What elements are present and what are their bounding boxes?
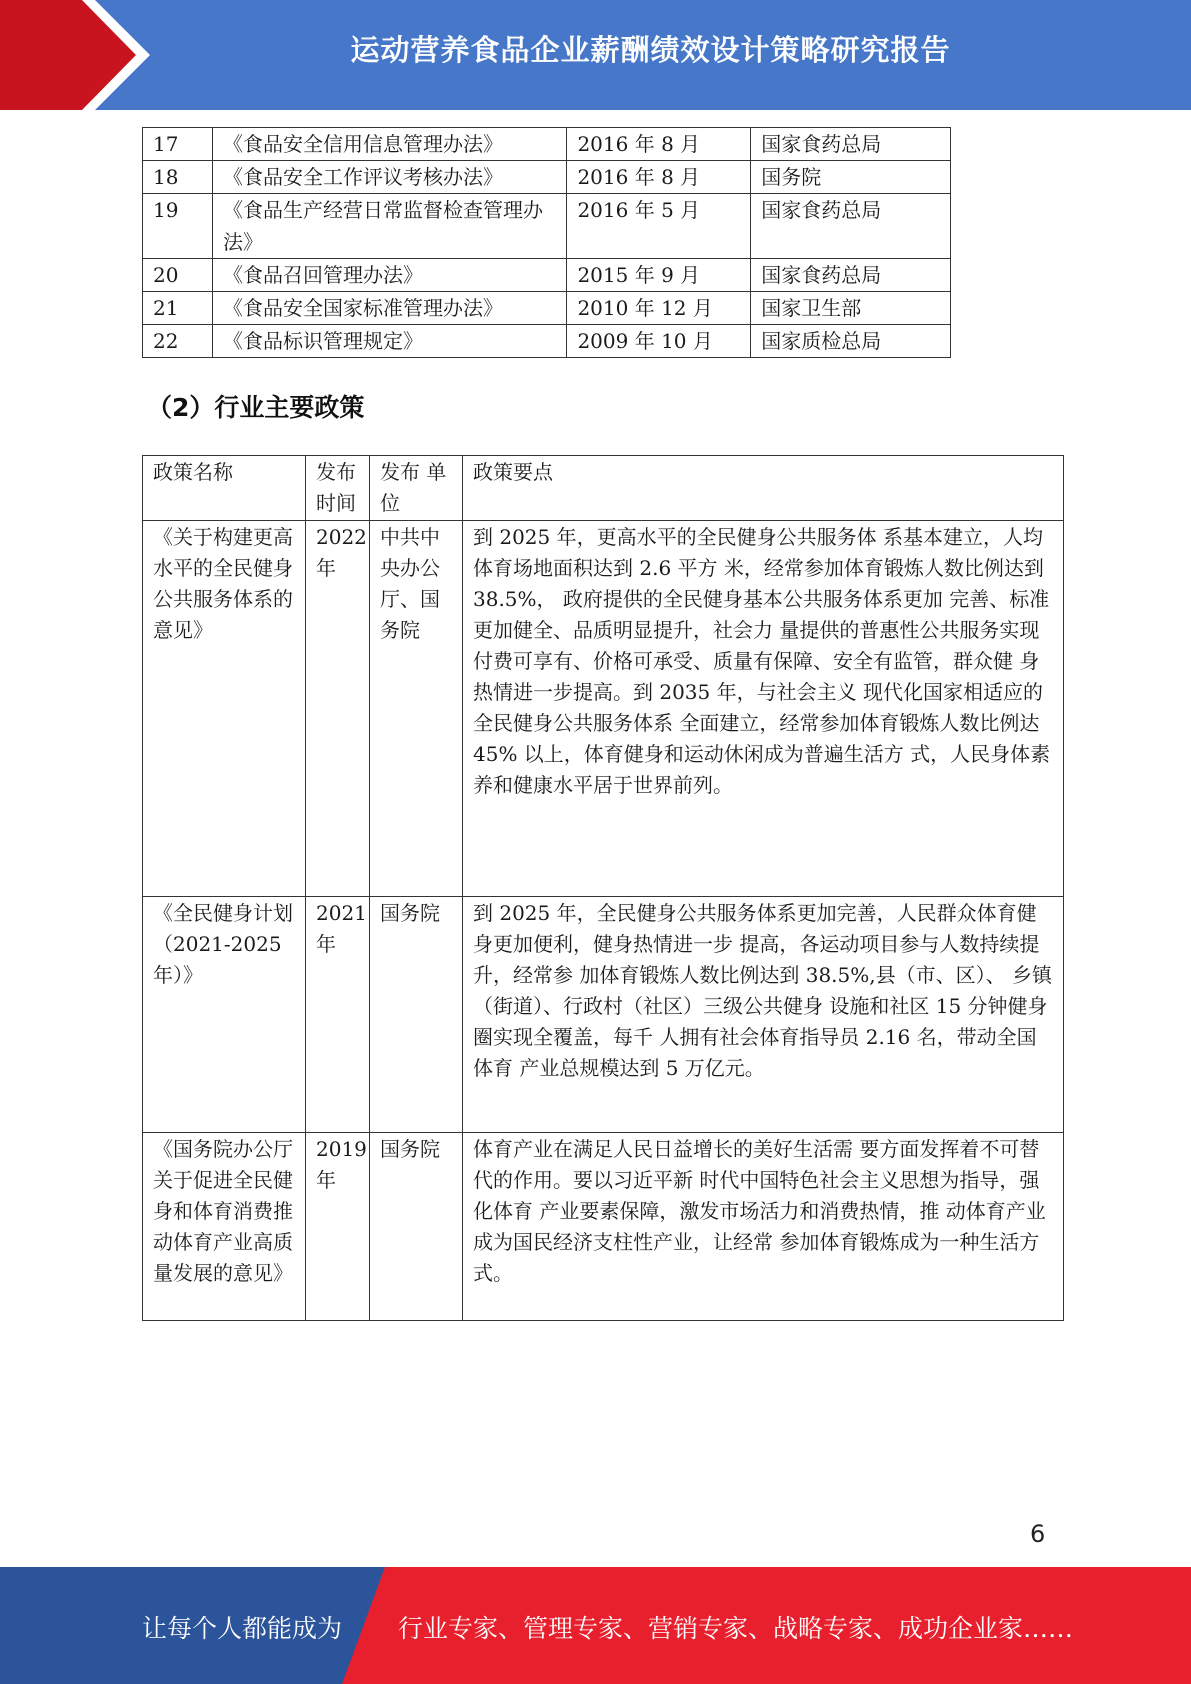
header-publish-time: 发布时间	[306, 456, 370, 521]
table-row	[143, 128, 951, 161]
policy-time: 2021 年	[306, 897, 370, 1133]
header-policy-points: 政策要点	[463, 456, 1064, 521]
regulation-date: 2010 年 12 月	[567, 292, 751, 325]
section-heading: （2）行业主要政策	[147, 393, 365, 422]
table-row	[143, 521, 1064, 897]
page-header	[0, 0, 1191, 110]
policy-unit: 国务院	[370, 1133, 463, 1321]
footer-slogan-right: 行业专家、管理专家、营销专家、战略专家、成功企业家……	[398, 1614, 1074, 1643]
regulation-issuer: 国务院	[751, 161, 951, 194]
row-number: 22	[143, 325, 213, 358]
row-number: 18	[143, 161, 213, 194]
regulation-date: 2016 年 5 月	[567, 194, 751, 259]
policy-name: 《国务院办公厅关于促进全民健身和体育消费推动体育产业高质量发展的意见》	[143, 1133, 306, 1321]
policy-name: 《关于构建更高水平的全民健身公共服务体系的意见》	[143, 521, 306, 897]
header-policy-name: 政策名称	[143, 456, 306, 521]
table-row	[143, 897, 1064, 1133]
regulation-date: 2016 年 8 月	[567, 161, 751, 194]
table-row	[143, 325, 951, 358]
regulation-name: 《食品标识管理规定》	[212, 325, 567, 358]
page-footer	[0, 1567, 1191, 1684]
table-header-row	[143, 456, 1064, 521]
regulation-issuer: 国家质检总局	[751, 325, 951, 358]
policy-table	[142, 455, 1064, 1321]
policy-unit: 国务院	[370, 897, 463, 1133]
row-number: 20	[143, 259, 213, 292]
regulation-name: 《食品召回管理办法》	[212, 259, 567, 292]
regulation-date: 2016 年 8 月	[567, 128, 751, 161]
regulation-issuer: 国家卫生部	[751, 292, 951, 325]
regulation-name: 《食品安全国家标准管理办法》	[212, 292, 567, 325]
regulation-date: 2009 年 10 月	[567, 325, 751, 358]
regulation-name: 《食品安全信用信息管理办法》	[212, 128, 567, 161]
row-number: 17	[143, 128, 213, 161]
regulations-table	[142, 127, 951, 358]
footer-slogan-left: 让每个人都能成为	[142, 1614, 343, 1643]
page-number: 6	[1030, 1520, 1046, 1548]
policy-points: 体育产业在满足人民日益增长的美好生活需 要方面发挥着不可替代的作用。要以习近平新 时代中国特色社会主义思想为指导，强化体育 产业要素保障，激发市场活力和消费热情，推 动体育产业成为国民经济支柱性产业，让经常 参加体育锻炼成为一种生活方式。	[463, 1133, 1064, 1321]
regulation-issuer: 国家食药总局	[751, 194, 951, 259]
regulation-date: 2015 年 9 月	[567, 259, 751, 292]
policy-points: 到 2025 年，全民健身公共服务体系更加完善，人民群众体育健身更加便利，健身热情进一步 提高，各运动项目参与人数持续提升，经常参 加体育锻炼人数比例达到 38.5%,县（市、区）、 乡镇（街道）、行政村（社区）三级公共健身 设施和社区 15 分钟健身圈实现全覆盖，每千 人拥有社会体育指导员 2.16 名，带动全国体育 产业总规模达到 5 万亿元。	[463, 897, 1064, 1133]
regulation-name: 《食品生产经营日常监督检查管理办法》	[212, 194, 567, 259]
regulation-issuer: 国家食药总局	[751, 259, 951, 292]
table-row	[143, 194, 951, 259]
table-row	[143, 1133, 1064, 1321]
header-publish-unit: 发布 单位	[370, 456, 463, 521]
header-chevron	[0, 0, 140, 110]
row-number: 21	[143, 292, 213, 325]
policy-time: 2022 年	[306, 521, 370, 897]
report-title: 运动营养食品企业薪酬绩效设计策略研究报告	[350, 33, 951, 67]
table-row	[143, 292, 951, 325]
table-row	[143, 259, 951, 292]
policy-time: 2019 年	[306, 1133, 370, 1321]
policy-points: 到 2025 年，更高水平的全民健身公共服务体 系基本建立，人均体育场地面积达到 2.6 平方 米，经常参加体育锻炼人数比例达到 38.5%， 政府提供的全民健身基本公共服务体系更加 完善、标准更加健全、品质明显提升，社会力 量提供的普惠性公共服务实现付费可享有、价格可承受、质量有保障、安全有监管，群众健 身热情进一步提高。到 2035 年，与社会主义 现代化国家相适应的全民健身公共服务体系 全面建立，经常参加体育锻炼人数比例达 45% 以上，体育健身和运动休闲成为普遍生活方 式，人民身体素养和健康水平居于世界前列。	[463, 521, 1064, 897]
policy-name: 《全民健身计划（2021-2025 年）》	[143, 897, 306, 1133]
regulation-issuer: 国家食药总局	[751, 128, 951, 161]
regulation-name: 《食品安全工作评议考核办法》	[212, 161, 567, 194]
row-number: 19	[143, 194, 213, 259]
policy-unit: 中共中央办公厅、国务院	[370, 521, 463, 897]
table-row	[143, 161, 951, 194]
